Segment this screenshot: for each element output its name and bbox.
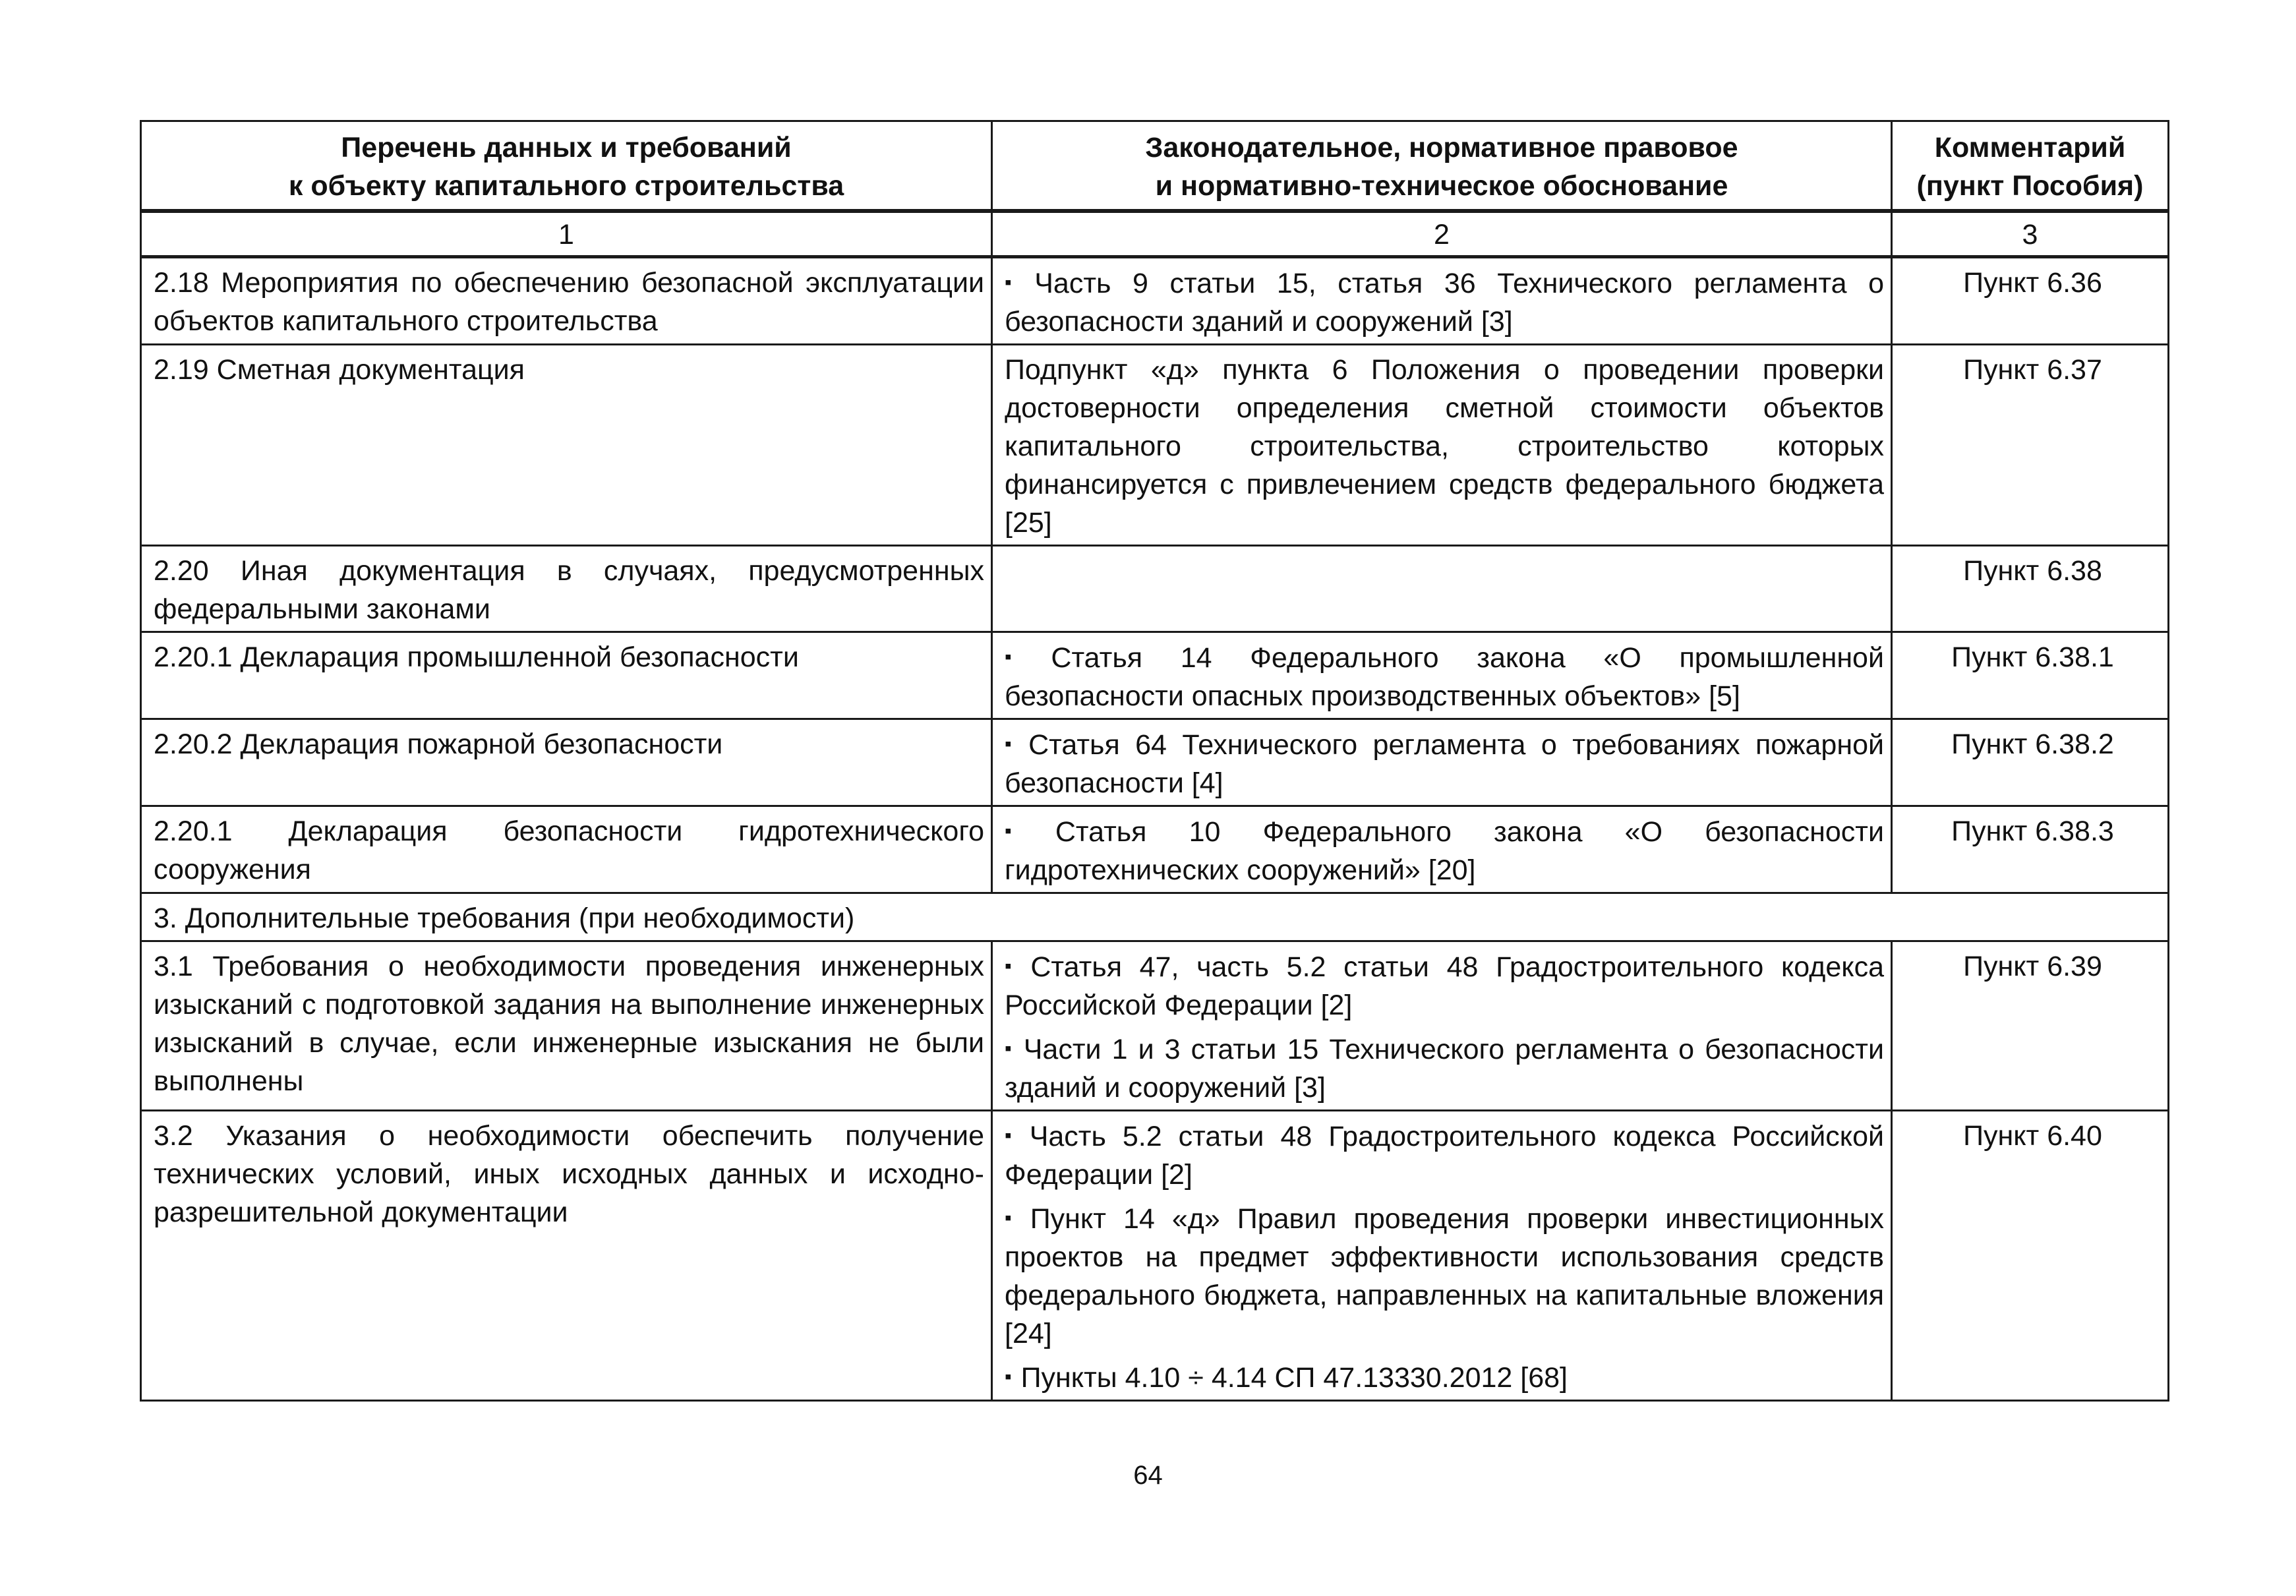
bullet-icon: ▪ [1005,1207,1021,1229]
requirement-cell: 3.1 Требования о необходимости проведения инженерных изысканий с подготовкой задания на выполнение инженерных изысканий в случае, если инженерные изыскания не были выполнены [141,941,992,1111]
basis-text: Статья 64 Технического регламента о требованиях пожарной безопасности [4] [1005,729,1885,799]
page-number: 64 [1133,1461,1163,1490]
requirement-cell: 2.20 Иная документация в случаях, предусмотренных федеральными законами [141,546,992,632]
basis-item [1005,638,1884,715]
basis-cell [992,719,1892,806]
basis-cell [992,345,1892,546]
basis-text: Части 1 и 3 статьи 15 Технического регламента о безопасности зданий и сооружений [3] [1005,1034,1884,1104]
table-row [141,632,2169,719]
basis-item [1005,264,1884,341]
table-row [141,546,2169,632]
basis-item [1005,351,1884,542]
basis-item [1005,1030,1884,1107]
column-number-2: 2 [992,211,1892,257]
basis-text: Статья 14 Федерального закона «О промышленной безопасности опасных производственных объектов» [5] [1005,642,1884,712]
basis-cell [992,546,1892,632]
basis-text: Пункт 14 «д» Правил проведения проверки инвестиционных проектов на предмет эффективности использования средств федерального бюджета, направленных на капитальные вложения [24] [1005,1203,1884,1349]
table-row [141,1111,2169,1401]
basis-cell [992,806,1892,893]
bullet-icon: ▪ [1005,646,1042,668]
bullet-icon: ▪ [1005,955,1022,977]
header-col3: Комментарий (пункт Пособия) [1892,121,2169,212]
table-row [141,941,2169,1111]
basis-cell [992,257,1892,345]
comment-cell: Пункт 6.37 [1892,345,2169,546]
bullet-icon: ▪ [1005,272,1026,293]
requirement-cell: 2.20.1 Декларация безопасности гидротехнического сооружения [141,806,992,893]
table-row [141,719,2169,806]
section-3 [141,893,2169,941]
rows-body [141,257,2169,893]
bullet-icon: ▪ [1005,1125,1020,1146]
table-row [141,345,2169,546]
table-row [141,806,2169,893]
requirement-cell: 2.19 Сметная документация [141,345,992,546]
comment-cell: Пункт 6.40 [1892,1111,2169,1401]
comment-cell: Пункт 6.36 [1892,257,2169,345]
basis-text: Часть 5.2 статьи 48 Градостроительного кодекса Российской Федерации [2] [1005,1121,1885,1191]
basis-text: Часть 9 статьи 15, статья 36 Технического регламента о безопасности зданий и сооружений [3] [1005,268,1884,338]
basis-item [1005,947,1884,1024]
comment-cell: Пункт 6.38.2 [1892,719,2169,806]
header-row [141,121,2169,212]
bullet-icon: ▪ [1005,1366,1012,1388]
comment-cell: Пункт 6.38.3 [1892,806,2169,893]
column-number-row [141,211,2169,257]
bullet-icon: ▪ [1005,1038,1015,1059]
requirements-table [140,120,2169,1402]
column-number-1: 1 [141,211,992,257]
requirement-cell: 2.20.2 Декларация пожарной безопасности [141,719,992,806]
comment-cell: Пункт 6.38 [1892,546,2169,632]
basis-text: Статья 47, часть 5.2 статьи 48 Градостроительного кодекса Российской Федерации [2] [1005,951,1884,1021]
basis-item [1005,725,1884,802]
basis-text: Пункты 4.10 ÷ 4.14 СП 47.13330.2012 [68] [1020,1362,1568,1394]
table-row [141,257,2169,345]
basis-cell [992,632,1892,719]
comment-cell: Пункт 6.38.1 [1892,632,2169,719]
basis-item [1005,1358,1884,1397]
basis-cell [992,941,1892,1111]
requirement-cell: 3.2 Указания о необходимости обеспечить получение технических условий, иных исходных данных и исходно-разрешительной документации [141,1111,992,1401]
requirement-cell: 2.18 Мероприятия по обеспечению безопасной эксплуатации объектов капитального строительства [141,257,992,345]
requirement-cell: 2.20.1 Декларация промышленной безопасности [141,632,992,719]
header-col1: Перечень данных и требований к объекту капитального строительства [141,121,992,212]
section-heading: 3. Дополнительные требования (при необходимости) [141,893,2169,941]
basis-text: Статья 10 Федерального закона «О безопасности гидротехнических сооружений» [20] [1005,816,1885,886]
header-col2: Законодательное, нормативное правовое и нормативно-техническое обоснование [992,121,1892,212]
bullet-icon: ▪ [1005,820,1046,842]
column-number-3: 3 [1892,211,2169,257]
section-heading-row [141,893,2169,941]
basis-item [1005,1199,1884,1353]
rows3-body [141,941,2169,1401]
comment-cell: Пункт 6.39 [1892,941,2169,1111]
basis-item [1005,812,1884,889]
basis-item [1005,1117,1884,1194]
basis-text: Подпункт «д» пункта 6 Положения о проведении проверки достоверности определения сметной стоимости объектов капитального строительства, строительство которых финансируется с привлечением средств федерального бюджета [25] [1005,354,1884,539]
bullet-icon: ▪ [1005,733,1020,755]
basis-cell [992,1111,1892,1401]
